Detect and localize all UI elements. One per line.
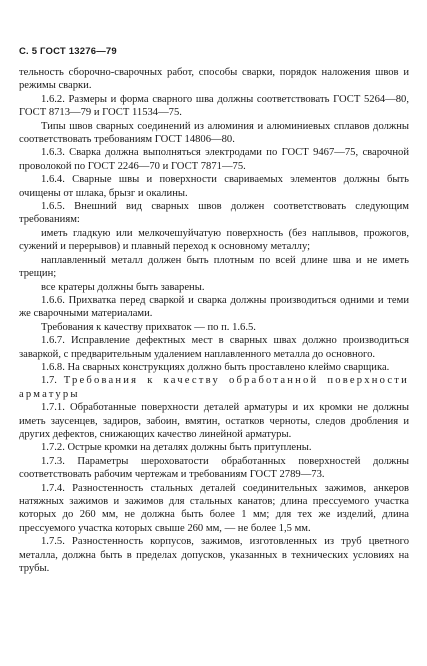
paragraph-1-6-6: 1.6.6. Прихватка перед сваркой и сварка должны производиться одними и теми же сварочными материалами.	[19, 294, 409, 320]
paragraph-tack-requirements: Требования к качеству прихваток — по п. 1.6.5.	[41, 321, 256, 333]
paragraph-1-7-5: 1.7.5. Разностенность корпусов, зажимов, изготовленных из труб цветного металла, должна быть в пределах допусков, указанных в технических условиях на трубы.	[19, 536, 409, 575]
paragraph-requirement-surface: иметь гладкую или мелкочешуйчатую поверхность (без наплывов, прожогов, сужений и перерывов) и плавный переход к основному металлу;	[19, 227, 409, 253]
section-heading-number: 1.7.	[41, 375, 64, 387]
document-body	[19, 66, 409, 575]
paragraph-1-7-4: 1.7.4. Разностенность стальных деталей соединительных зажимов, анкеров натяжных зажимов и зажимов для стальных канатов; длина прессуемого участка которых до 260 мм, не должна быть более 1 мм; для тех же изделий, длина прессуемого участка которых свыше 260 мм, — не более 1,5 мм.	[19, 482, 409, 534]
section-heading-1-7	[19, 374, 409, 401]
paragraph-1-6-2: 1.6.2. Размеры и форма сварного шва должны соответствовать ГОСТ 5264—80, ГОСТ 8713—79 и ГОСТ 11534—75.	[19, 93, 409, 119]
paragraph-weld-types: Типы швов сварных соединений из алюминия и алюминиевых сплавов должны соответствовать требованиям ГОСТ 14806—80.	[19, 120, 409, 146]
paragraph-1-7-3: 1.7.3. Параметры шероховатости обработанных поверхностей должны соответствовать рабочим чертежам и требованиям ГОСТ 2789—73.	[19, 455, 409, 481]
paragraph-1-6-4: 1.6.4. Сварные швы и поверхности свариваемых элементов должны быть очищены от шлака, брызг и окалины.	[19, 174, 409, 199]
paragraph-1-7-2: 1.7.2. Острые кромки на деталях должны быть притуплены.	[41, 442, 312, 454]
paragraph-1-7-1: 1.7.1. Обработанные поверхности деталей арматуры и их кромки не должны иметь заусенцев, задиров, забоин, вмятин, остатков черноты, следов дробления и других дефектов, снижающих качество линейной арматуры.	[19, 402, 409, 440]
paragraph-1-6-3: 1.6.3. Сварка должна выполняться электродами по ГОСТ 9467—75, сварочной проволокой по ГОСТ 2246—70 и ГОСТ 7871—75.	[19, 147, 409, 172]
page-header: С. 5 ГОСТ 13276—79	[19, 46, 117, 57]
section-heading-title: Требования к качеству обработанной поверхности арматуры	[19, 375, 409, 400]
paragraph-1-6-8: 1.6.8. На сварных конструкциях должно быть проставлено клеймо сварщика.	[41, 361, 390, 373]
paragraph-1-6-7: 1.6.7. Исправление дефектных мест в сварных швах должно производиться заваркой, с предварительным удалением наплавленного металла до основного.	[19, 335, 409, 360]
paragraph-1-6-5: 1.6.5. Внешний вид сварных швов должен соответствовать следующим требованиям:	[19, 201, 409, 226]
paragraph-requirement-craters: все кратеры должны быть заварены.	[41, 281, 205, 293]
paragraph-requirement-metal: наплавленный металл должен быть плотным по всей длине шва и не иметь трещин;	[19, 254, 409, 280]
paragraph-continuation: тельность сборочно-сварочных работ, способы сварки, порядок наложения швов и режимы сварки.	[19, 67, 409, 92]
